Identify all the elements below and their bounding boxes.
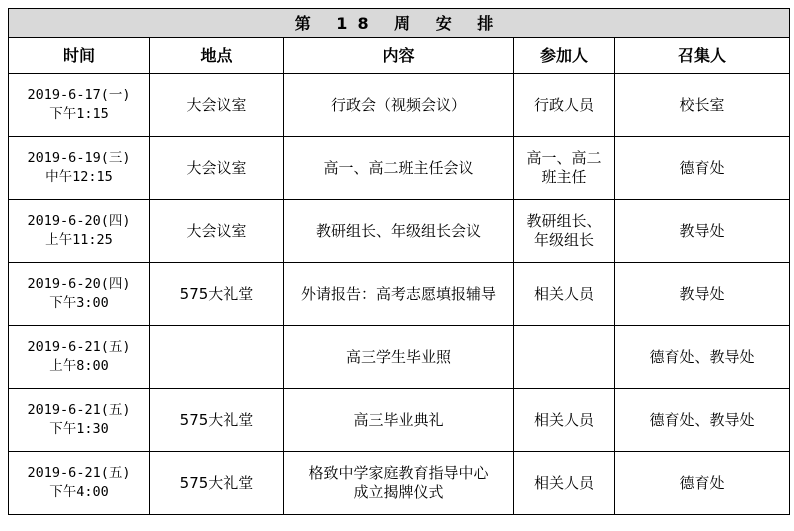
time-cell-line: 2019-6-19(三)	[27, 150, 131, 166]
convener-cell: 教导处	[615, 200, 790, 263]
attendees-cell	[514, 74, 615, 137]
convener-cell: 德育处	[615, 452, 790, 515]
content-cell-line: 高三学生毕业照	[345, 347, 451, 366]
content-cell	[284, 137, 514, 200]
time-cell-line: 中午12:15	[45, 169, 113, 185]
content-cell	[284, 74, 514, 137]
weekly-schedule-table	[8, 8, 790, 515]
time-cell-line: 2019-6-21(五)	[27, 465, 131, 481]
place-cell: 大会议室	[150, 200, 284, 263]
time-cell	[9, 74, 150, 137]
time-cell	[9, 389, 150, 452]
place-cell	[150, 326, 284, 389]
time-cell-line: 下午1:15	[49, 106, 109, 122]
convener-cell: 德育处、教导处	[615, 326, 790, 389]
attendees-cell-line: 相关人员	[533, 410, 594, 429]
column-header-time: 时间	[9, 38, 150, 74]
time-cell-line: 上午11:25	[45, 232, 113, 248]
convener-cell: 教导处	[615, 263, 790, 326]
attendees-cell	[514, 326, 615, 389]
time-cell-line: 上午8:00	[49, 358, 109, 374]
attendees-cell	[514, 137, 615, 200]
time-cell-line: 2019-6-20(四)	[27, 276, 131, 292]
attendees-cell-line: 年级组长	[533, 231, 594, 249]
time-cell-line: 2019-6-21(五)	[27, 402, 131, 418]
content-cell-line: 教研组长、年级组长会议	[315, 221, 481, 240]
attendees-cell	[514, 452, 615, 515]
column-header-content: 内容	[284, 38, 514, 74]
table-row	[9, 389, 790, 452]
content-cell-line: 高一、高二班主任会议	[323, 158, 474, 177]
content-cell-line: 外请报告：高考志愿填报辅导	[300, 284, 496, 303]
convener-cell: 德育处	[615, 137, 790, 200]
time-cell	[9, 263, 150, 326]
time-cell	[9, 452, 150, 515]
place-cell: 575大礼堂	[150, 389, 284, 452]
time-cell-line: 下午3:00	[49, 295, 109, 311]
place-cell: 大会议室	[150, 137, 284, 200]
schedule-title: 第 18 周 安 排	[9, 9, 790, 38]
table-row	[9, 200, 790, 263]
column-header-place: 地点	[150, 38, 284, 74]
time-cell	[9, 200, 150, 263]
time-cell-line: 2019-6-17(一)	[27, 87, 131, 103]
convener-cell: 德育处、教导处	[615, 389, 790, 452]
table-row	[9, 263, 790, 326]
place-cell: 575大礼堂	[150, 452, 284, 515]
content-cell-line: 行政会（视频会议）	[330, 95, 466, 114]
content-cell	[284, 200, 514, 263]
attendees-cell-line: 教研组长、	[526, 212, 602, 230]
attendees-cell	[514, 200, 615, 263]
time-cell	[9, 137, 150, 200]
convener-cell: 校长室	[615, 74, 790, 137]
header-row	[9, 38, 790, 74]
content-cell	[284, 452, 514, 515]
content-cell	[284, 263, 514, 326]
content-cell	[284, 389, 514, 452]
attendees-cell-line: 相关人员	[533, 473, 594, 492]
attendees-cell	[514, 263, 615, 326]
table-row	[9, 326, 790, 389]
time-cell-line: 下午1:30	[49, 421, 109, 437]
table-row	[9, 74, 790, 137]
time-cell-line: 下午4:00	[49, 484, 109, 500]
column-header-convener: 召集人	[615, 38, 790, 74]
title-row	[9, 9, 790, 38]
content-cell-line: 格致中学家庭教育指导中心	[308, 464, 489, 482]
column-header-attendees: 参加人	[514, 38, 615, 74]
time-cell	[9, 326, 150, 389]
content-cell	[284, 326, 514, 389]
content-cell-line: 高三毕业典礼	[353, 410, 444, 429]
time-cell-line: 2019-6-20(四)	[27, 213, 131, 229]
time-cell-line: 2019-6-21(五)	[27, 339, 131, 355]
attendees-cell-line: 高一、高二	[526, 149, 602, 167]
place-cell: 大会议室	[150, 74, 284, 137]
place-cell: 575大礼堂	[150, 263, 284, 326]
table-row	[9, 137, 790, 200]
table-row	[9, 452, 790, 515]
content-cell-line: 成立揭牌仪式	[353, 483, 444, 501]
attendees-cell-line: 班主任	[541, 168, 587, 186]
attendees-cell	[514, 389, 615, 452]
attendees-cell-line: 行政人员	[533, 95, 594, 114]
attendees-cell-line: 相关人员	[533, 284, 594, 303]
